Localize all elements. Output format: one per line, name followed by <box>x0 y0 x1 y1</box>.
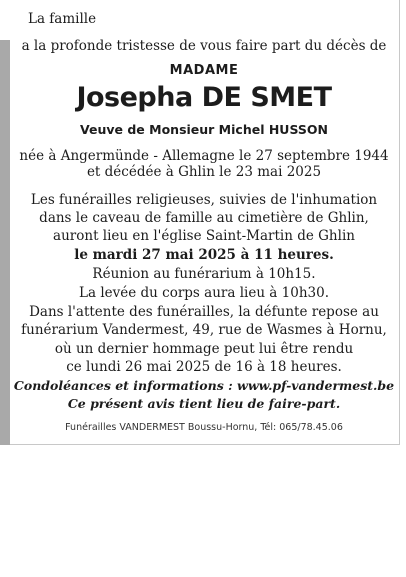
title-madame: MADAME <box>169 63 239 78</box>
intro-text: a la profonde tristesse de vous faire part du décès de <box>21 38 387 54</box>
gathering-text-line: Réunion au funérarium à 10h15. <box>92 266 316 282</box>
gathering-text-line: où un dernier hommage peut lui être rendu <box>54 341 354 357</box>
gathering-text-line: Dans l'attente des funérailles, la défunte repose au <box>29 304 379 320</box>
sidebar-bar <box>0 40 10 445</box>
deceased-name: Josepha DE SMET <box>76 82 332 113</box>
funeral-text-line: dans le caveau de famille au cimetière de Ghlin, <box>39 210 369 226</box>
funeral-text-line: auront lieu en l'église Saint-Martin de Ghlin <box>53 228 355 244</box>
gathering-text-line: La levée du corps aura lieu à 10h30. <box>79 285 329 301</box>
funeral-text-line: Les funérailles religieuses, suivies de l'inhumation <box>30 192 378 208</box>
funeral-date: le mardi 27 mai 2025 à 11 heures. <box>74 247 334 263</box>
notice-statement: Ce présent avis tient lieu de faire-part. <box>67 396 341 411</box>
family-line: La famille <box>28 11 97 27</box>
contact-info: Condoléances et informations : www.pf-vandermest.be <box>13 378 395 393</box>
death-line: et décédée à Ghlin le 23 mai 2025 <box>86 164 322 180</box>
birth-line: née à Angermünde - Allemagne le 27 septembre 1944 <box>19 148 389 164</box>
funeral-home-footer: Funérailles VANDERMEST Boussu-Hornu, Tél: 065/78.45.06 <box>65 422 343 433</box>
gathering-text-line: ce lundi 26 mai 2025 de 16 à 18 heures. <box>66 359 342 375</box>
widow-line: Veuve de Monsieur Michel HUSSON <box>80 122 328 137</box>
gathering-text-line: funérarium Vandermest, 49, rue de Wasmes à Hornu, <box>21 322 387 338</box>
